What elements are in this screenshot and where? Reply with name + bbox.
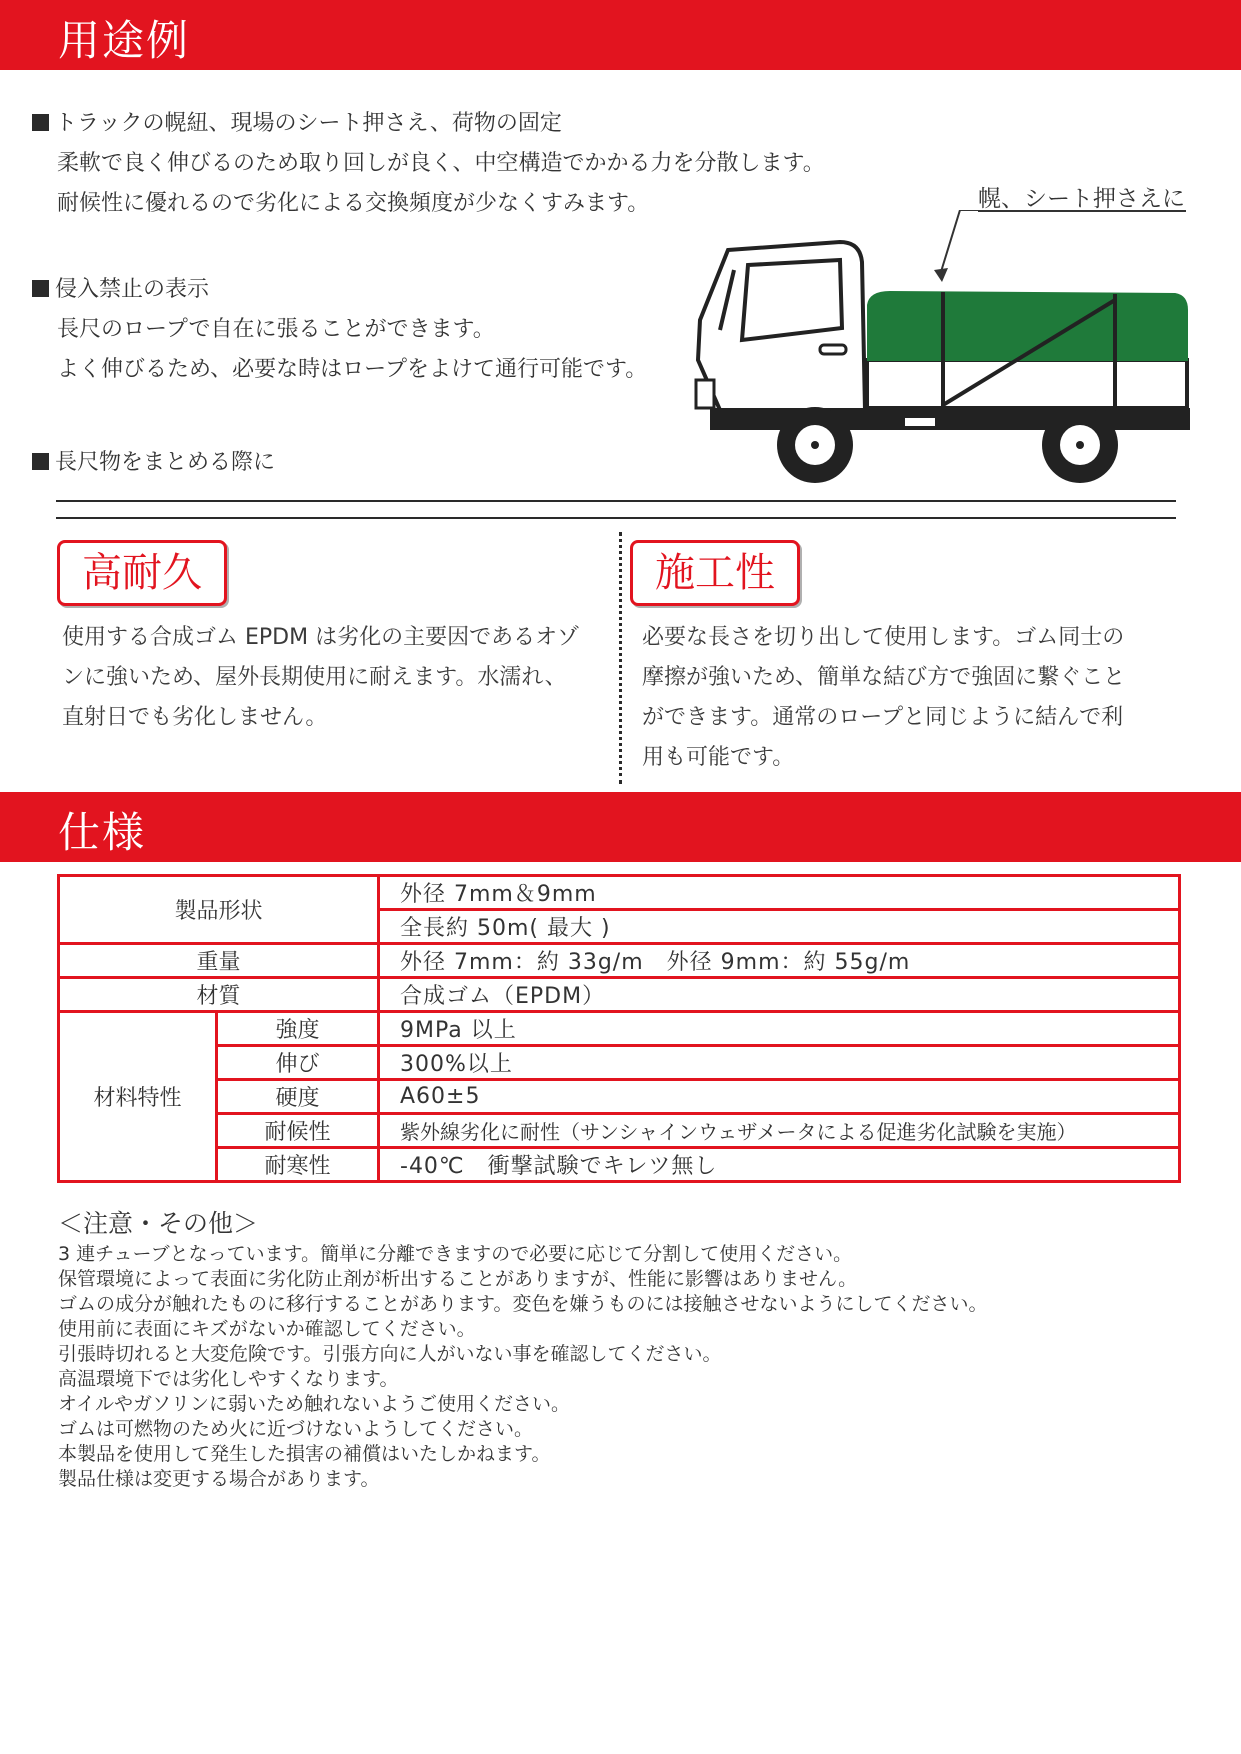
usage-item-heading: 長尺物をまとめる際に [55,450,276,475]
feature-line: ンに強いため、屋外長期使用に耐えます。水濡れ、 [62,665,567,690]
spec-shape-value: 外径 7mm＆9mm [379,876,1180,910]
feature-divider-dotted [619,532,622,784]
notes-list [58,1242,987,1492]
usage-item-line: 長尺のロープで自在に張ることができます。 [57,317,495,342]
usage-item-heading: トラックの幌紐、現場のシート押さえ、荷物の固定 [55,111,562,136]
feature-durability-title: 高耐久 [57,540,227,606]
spec-prop-value: 9MPa 以上 [379,1012,1180,1046]
table-row [59,1012,1180,1046]
spec-shape-label: 製品形状 [59,876,379,944]
spec-shape-value: 全長約 50m( 最大 ) [379,910,1180,944]
feature-workability-title: 施工性 [630,540,800,606]
spec-weight-label: 重量 [59,944,379,978]
table-row [59,1114,1180,1148]
list-item: オイルやガソリンに弱いため触れないようご使用ください。 [58,1393,571,1415]
usage-title: 用途例 [58,16,191,65]
spec-table [57,874,1181,1183]
usage-item-line: 耐候性に優れるので劣化による交換頻度が少なくすみます。 [57,191,650,216]
square-bullet-icon [32,453,49,470]
spec-prop-name: 強度 [217,1012,379,1046]
feature-line: 用も可能です。 [642,745,795,770]
spec-material-label: 材質 [59,978,379,1012]
list-item: 高温環境下では劣化しやすくなります。 [58,1368,399,1390]
square-bullet-icon [32,114,49,131]
notes-title: ＜注意・その他＞ [58,1209,259,1238]
list-item: ゴムの成分が触れたものに移行することがあります。変色を嫌うものには接触させないようにしてください。 [58,1293,988,1315]
table-row [59,978,1180,1012]
spec-prop-name: 硬度 [217,1080,379,1114]
list-item: 保管環境によって表面に劣化防止剤が析出することがありますが、性能に影響はありません。 [58,1268,858,1290]
usage-item-line: よく伸びるため、必要な時はロープをよけて通行可能です。 [57,357,648,382]
spec-prop-value: A60±5 [379,1080,1180,1114]
spec-weight-value: 外径 7mm：約 33g/m 外径 9mm：約 55g/m [379,944,1180,978]
table-row [59,1046,1180,1080]
feature-line: ができます。通常のロープと同じように結んで利 [642,705,1124,730]
list-item: 3 連チューブとなっています。簡単に分離できますので必要に応じて分割して使用ください。 [58,1243,853,1265]
spec-header-band [0,792,1241,862]
feature-workability-text [642,618,1125,778]
list-item: 引張時切れると大変危険です。引張方向に人がいない事を確認してください。 [58,1343,722,1365]
divider-rule [56,517,1176,519]
feature-line: 使用する合成ゴム EPDM は劣化の主要因であるオゾ [62,625,580,650]
feature-line: 摩擦が強いため、簡単な結び方で強固に繋ぐこと [642,665,1126,690]
table-row [59,1080,1180,1114]
table-row [59,944,1180,978]
truck-illustration-icon [690,210,1210,510]
usage-item-heading: 侵入禁止の表示 [55,277,210,302]
spec-prop-value: 紫外線劣化に耐性（サンシャインウェザメータによる促進劣化試験を実施） [379,1114,1180,1148]
spec-prop-name: 耐寒性 [217,1148,379,1182]
spec-material-value: 合成ゴム（EPDM） [379,978,1180,1012]
usage-item-bundling [32,443,275,483]
spec-props-label: 材料特性 [59,1012,217,1182]
usage-item-line: 柔軟で良く伸びるのため取り回しが良く、中空構造でかかる力を分散します。 [57,151,825,176]
table-row [59,876,1180,910]
usage-item-no-entry [32,270,647,390]
feature-durability-text [62,618,579,738]
list-item: 使用前に表面にキズがないか確認してください。 [58,1318,476,1340]
list-item: 製品仕様は変更する場合があります。 [58,1468,380,1490]
spec-prop-value: 300%以上 [379,1046,1180,1080]
feature-line: 必要な長さを切り出して使用します。ゴム同士の [642,625,1125,650]
list-item: 本製品を使用して発生した損害の補償はいたしかねます。 [58,1443,551,1465]
usage-item-truck [32,104,825,224]
table-row [59,1148,1180,1182]
feature-line: 直射日でも劣化しません。 [62,705,328,730]
usage-header-band [0,0,1241,70]
spec-prop-name: 伸び [217,1046,379,1080]
list-item: ゴムは可燃物のため火に近づけないようしてください。 [58,1418,534,1440]
square-bullet-icon [32,280,49,297]
truck-callout-label: 幌、シート押さえに [978,186,1185,212]
divider-rule [56,500,1176,502]
spec-prop-name: 耐候性 [217,1114,379,1148]
spec-prop-value: -40℃ 衝撃試験でキレツ無し [379,1148,1180,1182]
spec-title: 仕様 [58,808,147,857]
